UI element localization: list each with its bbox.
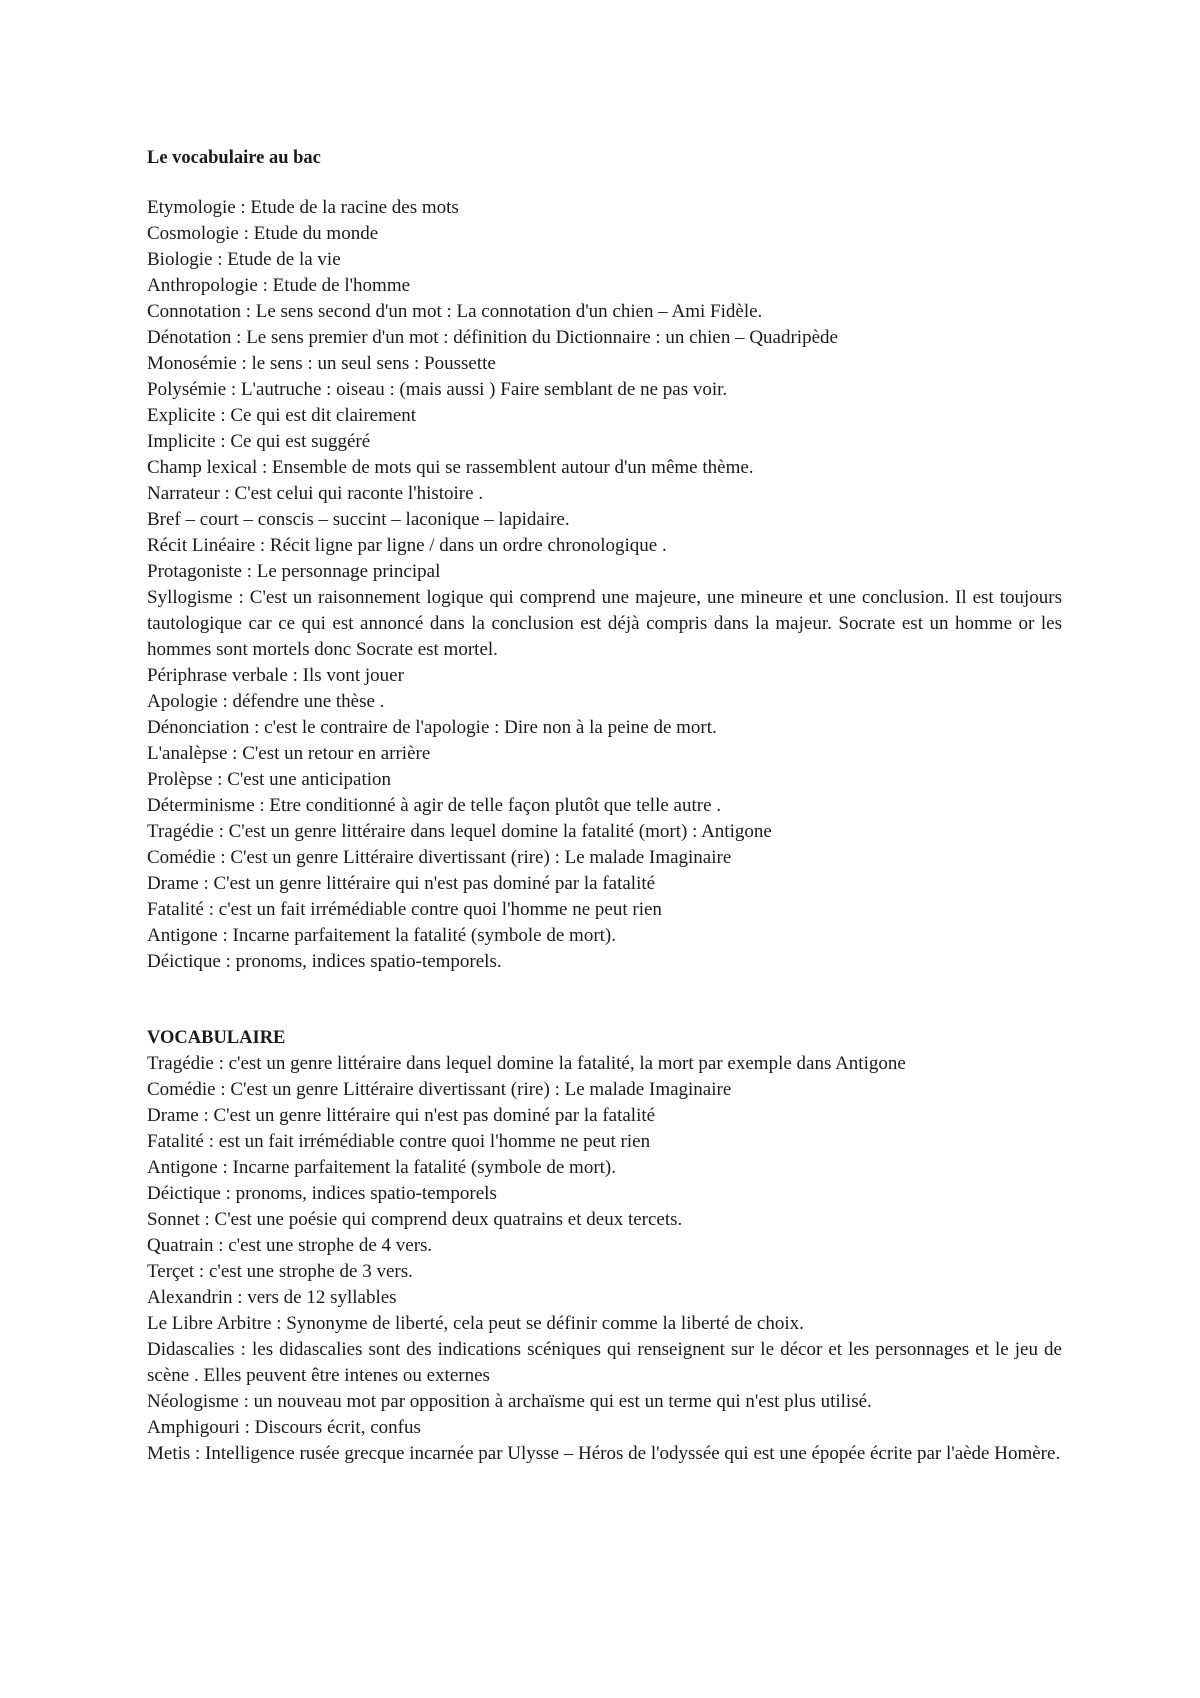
section-title: VOCABULAIRE [147, 1028, 286, 1048]
list-item: Etymologie : Etude de la racine des mots [147, 197, 459, 218]
definition-list-1 [147, 195, 1062, 975]
list-item: Explicite : Ce qui est dit clairement [147, 405, 417, 426]
spacer [147, 975, 1062, 1025]
list-item: Cosmologie : Etude du monde [147, 223, 379, 244]
list-item: Monosémie : le sens : un seul sens : Poussette [147, 353, 496, 374]
list-item: Tragédie : C'est un genre littéraire dans lequel domine la fatalité (mort) : Antigone [147, 821, 772, 842]
list-item: Récit Linéaire : Récit ligne par ligne / dans un ordre chronologique . [147, 535, 667, 556]
list-item: Narrateur : C'est celui qui raconte l'histoire . [147, 483, 484, 504]
list-item: Polysémie : L'autruche : oiseau : (mais aussi ) Faire semblant de ne pas voir. [147, 379, 728, 400]
list-item: Tragédie : c'est un genre littéraire dans lequel domine la fatalité, la mort par exemple dans Antigone [147, 1053, 906, 1074]
list-item: Apologie : défendre une thèse . [147, 691, 385, 712]
list-item: Terçet : c'est une strophe de 3 vers. [147, 1261, 413, 1282]
list-item: Déictique : pronoms, indices spatio-temporels [147, 1183, 497, 1204]
list-item: Le Libre Arbitre : Synonyme de liberté, cela peut se définir comme la liberté de choix. [147, 1313, 804, 1334]
spacer [147, 171, 1062, 195]
list-item: Sonnet : C'est une poésie qui comprend deux quatrains et deux tercets. [147, 1209, 683, 1230]
list-item: Déictique : pronoms, indices spatio-temporels. [147, 951, 502, 972]
list-item: Dénonciation : c'est le contraire de l'apologie : Dire non à la peine de mort. [147, 717, 717, 738]
list-item: Fatalité : c'est un fait irrémédiable contre quoi l'homme ne peut rien [147, 899, 662, 920]
list-item: Metis : Intelligence rusée grecque incarnée par Ulysse – Héros de l'odyssée qui est une épopée écrite par l'aède Homère. [147, 1443, 1061, 1464]
list-item: Néologisme : un nouveau mot par opposition à archaïsme qui est un terme qui n'est plus utilisé. [147, 1391, 872, 1412]
list-item: Drame : C'est un genre littéraire qui n'est pas dominé par la fatalité [147, 873, 656, 894]
list-item: Amphigouri : Discours écrit, confus [147, 1417, 421, 1438]
list-item: Didascalies : les didascalies sont des indications scéniques qui renseignent sur le décor et les personnages et le jeu de scène . Elles peuvent être intenes ou externes [147, 1339, 1062, 1386]
document-page [147, 145, 1062, 1467]
list-item: Fatalité : est un fait irrémédiable contre quoi l'homme ne peut rien [147, 1131, 651, 1152]
document-title: Le vocabulaire au bac [147, 148, 321, 168]
list-item: Comédie : C'est un genre Littéraire divertissant (rire) : Le malade Imaginaire [147, 1079, 732, 1100]
definition-list-2 [147, 1051, 1062, 1467]
list-item: Drame : C'est un genre littéraire qui n'est pas dominé par la fatalité [147, 1105, 656, 1126]
list-item: Quatrain : c'est une strophe de 4 vers. [147, 1235, 433, 1256]
list-item: Antigone : Incarne parfaitement la fatalité (symbole de mort). [147, 925, 617, 946]
list-item: Antigone : Incarne parfaitement la fatalité (symbole de mort). [147, 1157, 617, 1178]
list-item: Anthropologie : Etude de l'homme [147, 275, 411, 296]
list-item: Implicite : Ce qui est suggéré [147, 431, 371, 452]
list-item: Dénotation : Le sens premier d'un mot : définition du Dictionnaire : un chien – Quadripède [147, 327, 838, 348]
list-item: Périphrase verbale : Ils vont jouer [147, 665, 404, 686]
list-item: Alexandrin : vers de 12 syllables [147, 1287, 397, 1308]
list-item: Connotation : Le sens second d'un mot : La connotation d'un chien – Ami Fidèle. [147, 301, 763, 322]
list-item: L'analèpse : C'est un retour en arrière [147, 743, 431, 764]
list-item: Champ lexical : Ensemble de mots qui se rassemblent autour d'un même thème. [147, 457, 754, 478]
list-item: Biologie : Etude de la vie [147, 249, 341, 270]
list-item: Bref – court – conscis – succint – laconique – lapidaire. [147, 509, 570, 530]
list-item: Syllogisme : C'est un raisonnement logique qui comprend une majeure, une mineure et une conclusion. Il est toujours tautologique car ce qui est annoncé dans la conclusion est déjà compris dans la majeur. Socrate est un homme or les hommes sont mortels donc Socrate est mortel. [147, 587, 1062, 660]
list-item: Prolèpse : C'est une anticipation [147, 769, 392, 790]
list-item: Protagoniste : Le personnage principal [147, 561, 441, 582]
list-item: Déterminisme : Etre conditionné à agir de telle façon plutôt que telle autre . [147, 795, 722, 816]
list-item: Comédie : C'est un genre Littéraire divertissant (rire) : Le malade Imaginaire [147, 847, 732, 868]
